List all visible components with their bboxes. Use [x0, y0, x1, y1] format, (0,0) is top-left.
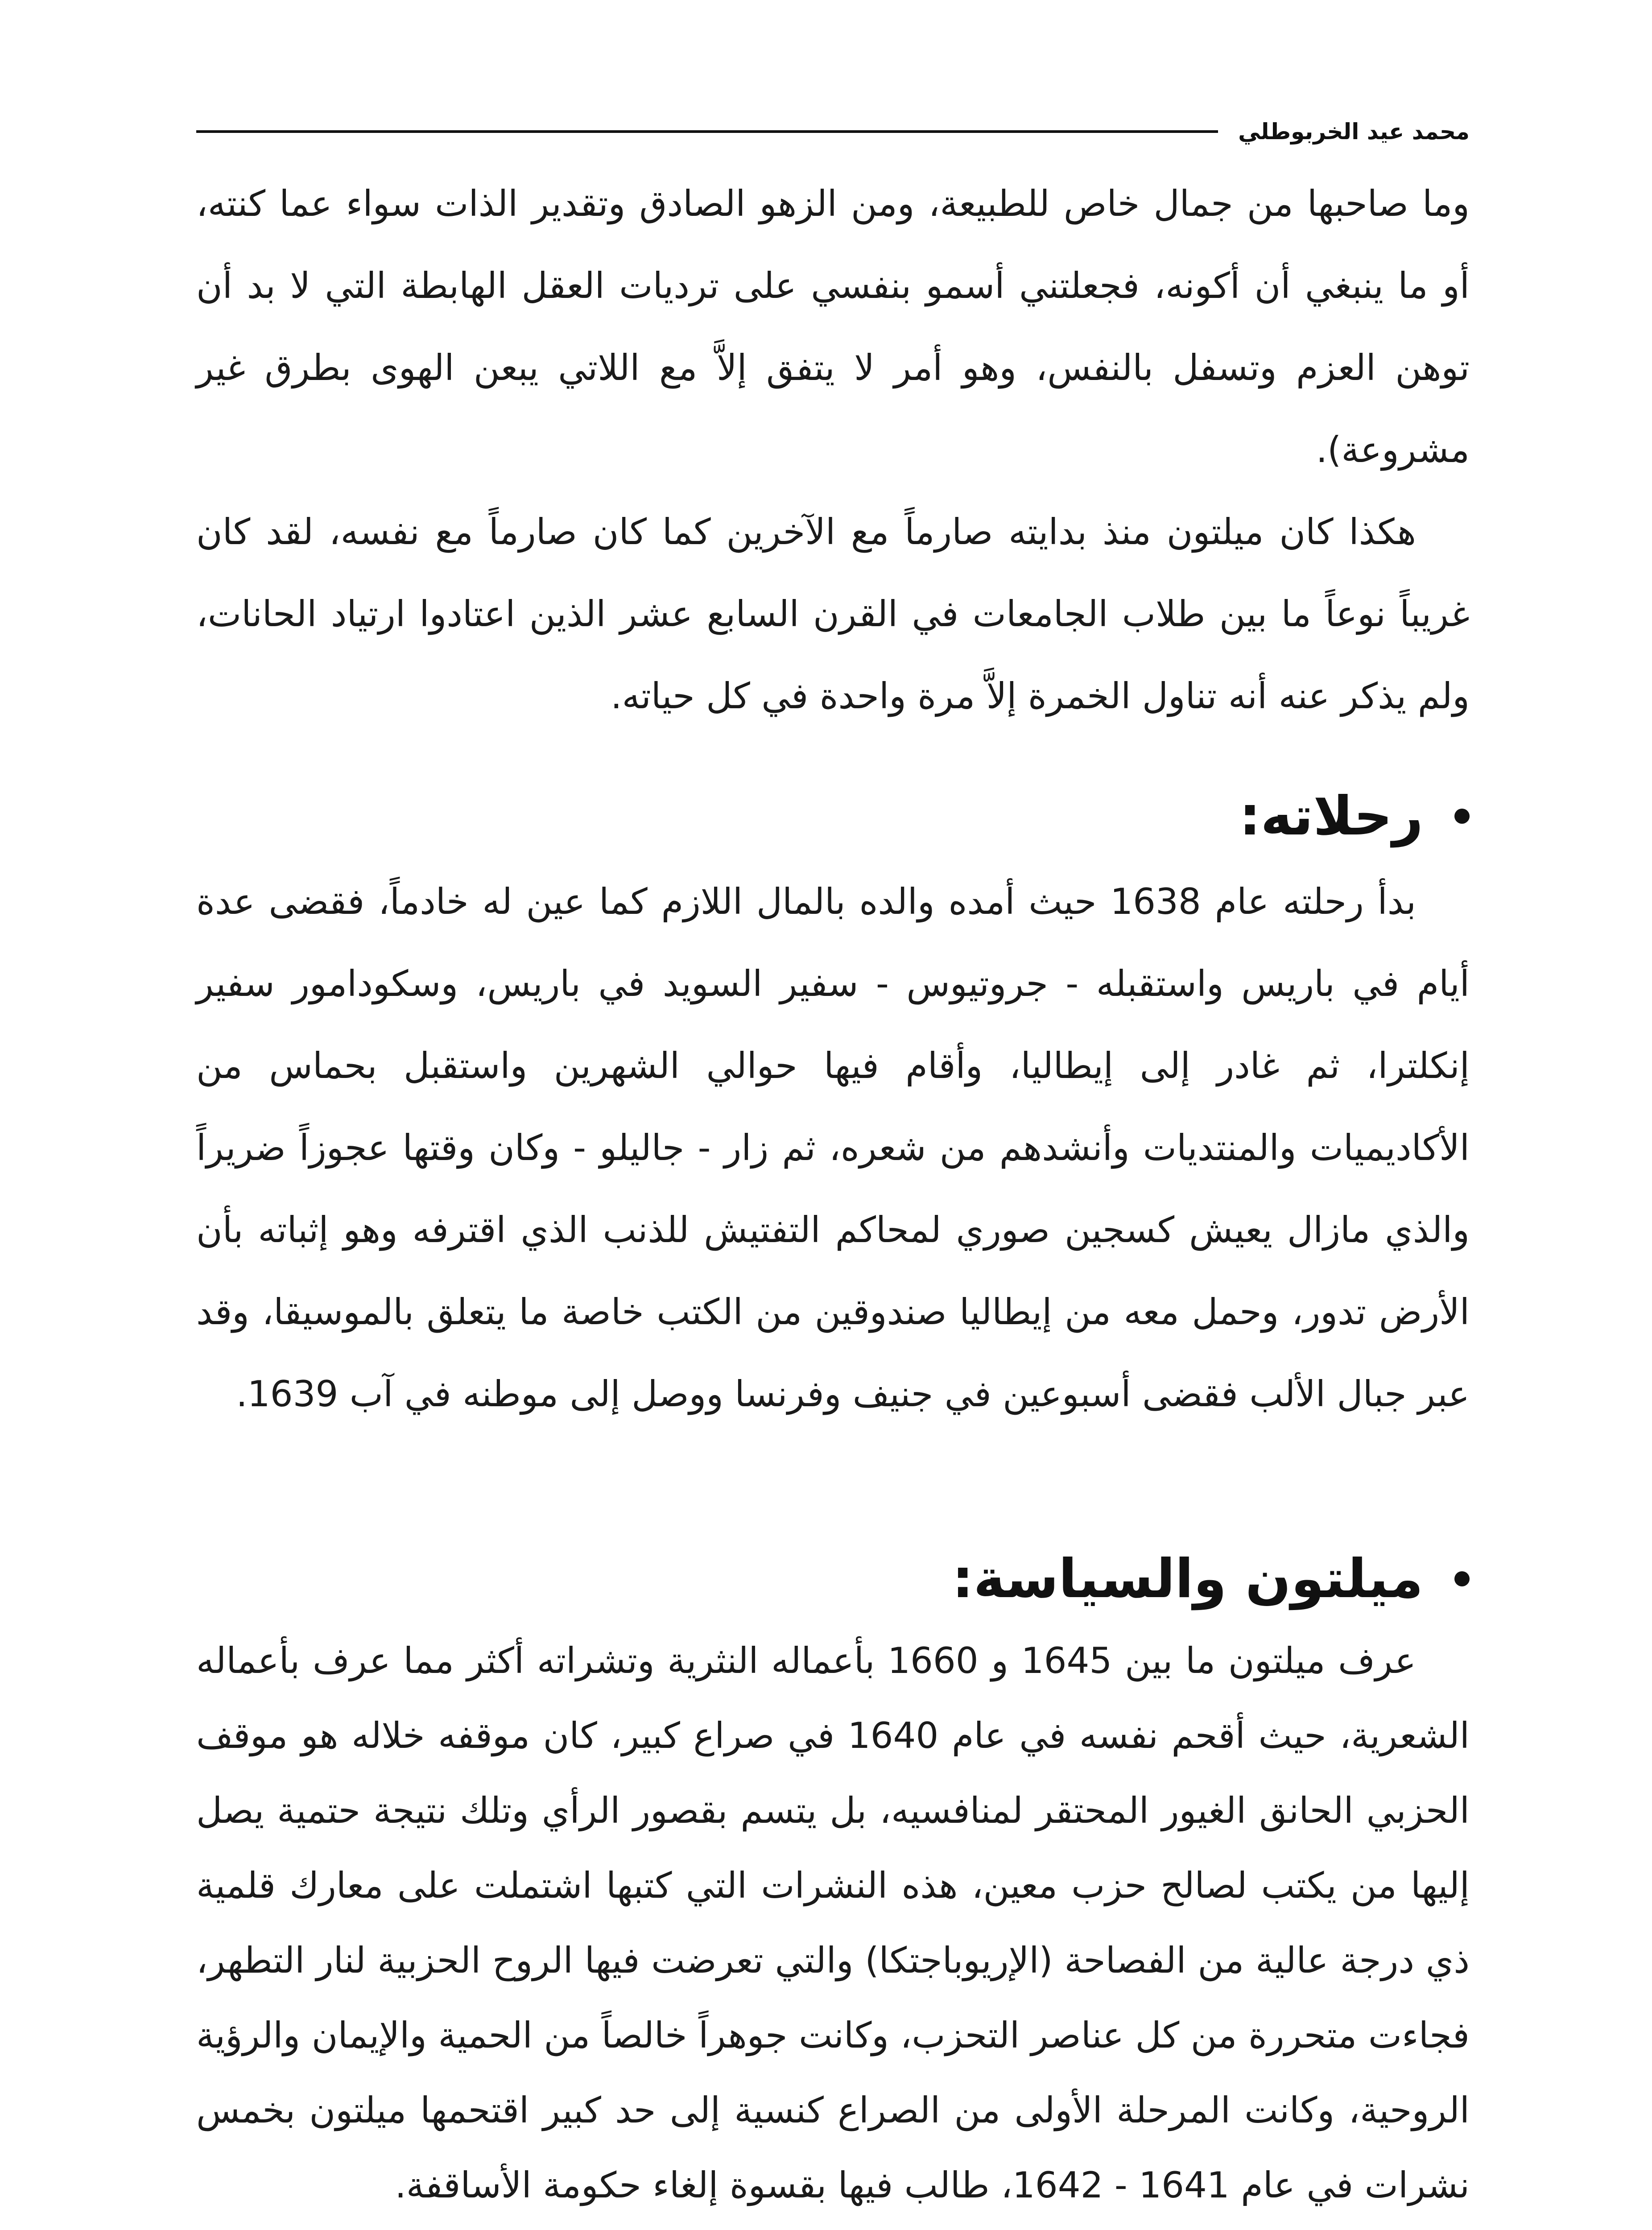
- bullet-icon: [1454, 809, 1470, 824]
- header-author: محمد عيد الخربوطلي: [1238, 119, 1470, 145]
- politics-paragraph: عرف ميلتون ما بين 1645 و 1660 بأعماله النثرية وتشراته أكثر مما عرف بأعماله الشعرية، حيث أقحم نفسه في عام 1640 في صراع كبير، كان موقفه خلاله هو موقف الحزبي الحانق الغيور المحتقر لمنافسيه، بل يتسم بقصور الرأي وتلك نتيجة حتمية يصل إليها من يكتب لصالح حزب معين، هذه النشرات التي كتبها اشتملت على معارك قلمية ذي درجة عالية من الفصاحة (الإريوباجتكا) والتي تعرضت فيها الروح الحزبية لنار التطهر، فجاءت متحررة من كل عناصر التحزب، وكانت جوهراً خالصاً من الحمية والإيمان والرؤية الروحية، وكانت المرحلة الأولى من الصراع كنسية إلى حد كبير اقتحمها ميلتون بخمس نشرات في عام 1641 - 1642، طالب فيها بقسوة إلغاء حكومة الأساقفة.: [196, 1640, 1470, 2206]
- section-title-politics: ميلتون والسياسة:: [952, 1548, 1423, 1610]
- section-title-travels: رحلاته:: [1239, 785, 1423, 847]
- section-heading-politics: [196, 1536, 1470, 1621]
- section-heading-travels: [196, 774, 1470, 859]
- intro-paragraph-2: هكذا كان ميلتون منذ بدايته صارماً مع الآخرين كما كان صارماً مع نفسه، لقد كان غريباً نوعاً ما بين طلاب الجامعات في القرن السابع عشر الذين اعتادوا ارتياد الحانات، ولم يذكر عنه أنه تناول الخمرة إلاَّ مرة واحدة في كل حياته.: [196, 511, 1470, 717]
- travels-text: [196, 861, 1470, 1435]
- travels-paragraph: بدأ رحلته عام 1638 حيث أمده والده بالمال اللازم كما عين له خادماً، فقضى عدة أيام في باريس واستقبله - جروتيوس - سفير السويد في باريس، وسكودامور سفير إنكلترا، ثم غادر إلى إيطاليا، وأقام فيها حوالي الشهرين واستقبل بحماس من الأكاديميات والمنتديات وأنشدهم من شعره، ثم زار - جاليلو - وكان وقتها عجوزاً ضريراً والذي مازال يعيش كسجين صوري لمحاكم التفتيش للذنب الذي اقترفه وهو إثباته بأن الأرض تدور، وحمل معه من إيطاليا صندوقين من الكتب خاصة ما يتعلق بالموسيقا، وقد عبر جبال الألب فقضى أسبوعين في جنيف وفرنسا ووصل إلى موطنه في آب 1639.: [196, 881, 1470, 1415]
- header-rule: [196, 130, 1218, 133]
- bullet-icon: [1454, 1571, 1470, 1586]
- intro-paragraph-1: وما صاحبها من جمال خاص للطبيعة، ومن الزهو الصادق وتقدير الذات سواء عما كنته، أو ما ينبغي أن أكونه، فجعلتني أسمو بنفسي على ترديات العقل الهابطة التي لا بد أن توهن العزم وتسفل بالنفس، وهو أمر لا يتفق إلاَّ مع اللاتي يبعن الهوى بطرق غير مشروعة).: [196, 183, 1470, 471]
- politics-text: [196, 1623, 1470, 2223]
- running-header: [196, 114, 1470, 149]
- intro-text: [196, 163, 1470, 737]
